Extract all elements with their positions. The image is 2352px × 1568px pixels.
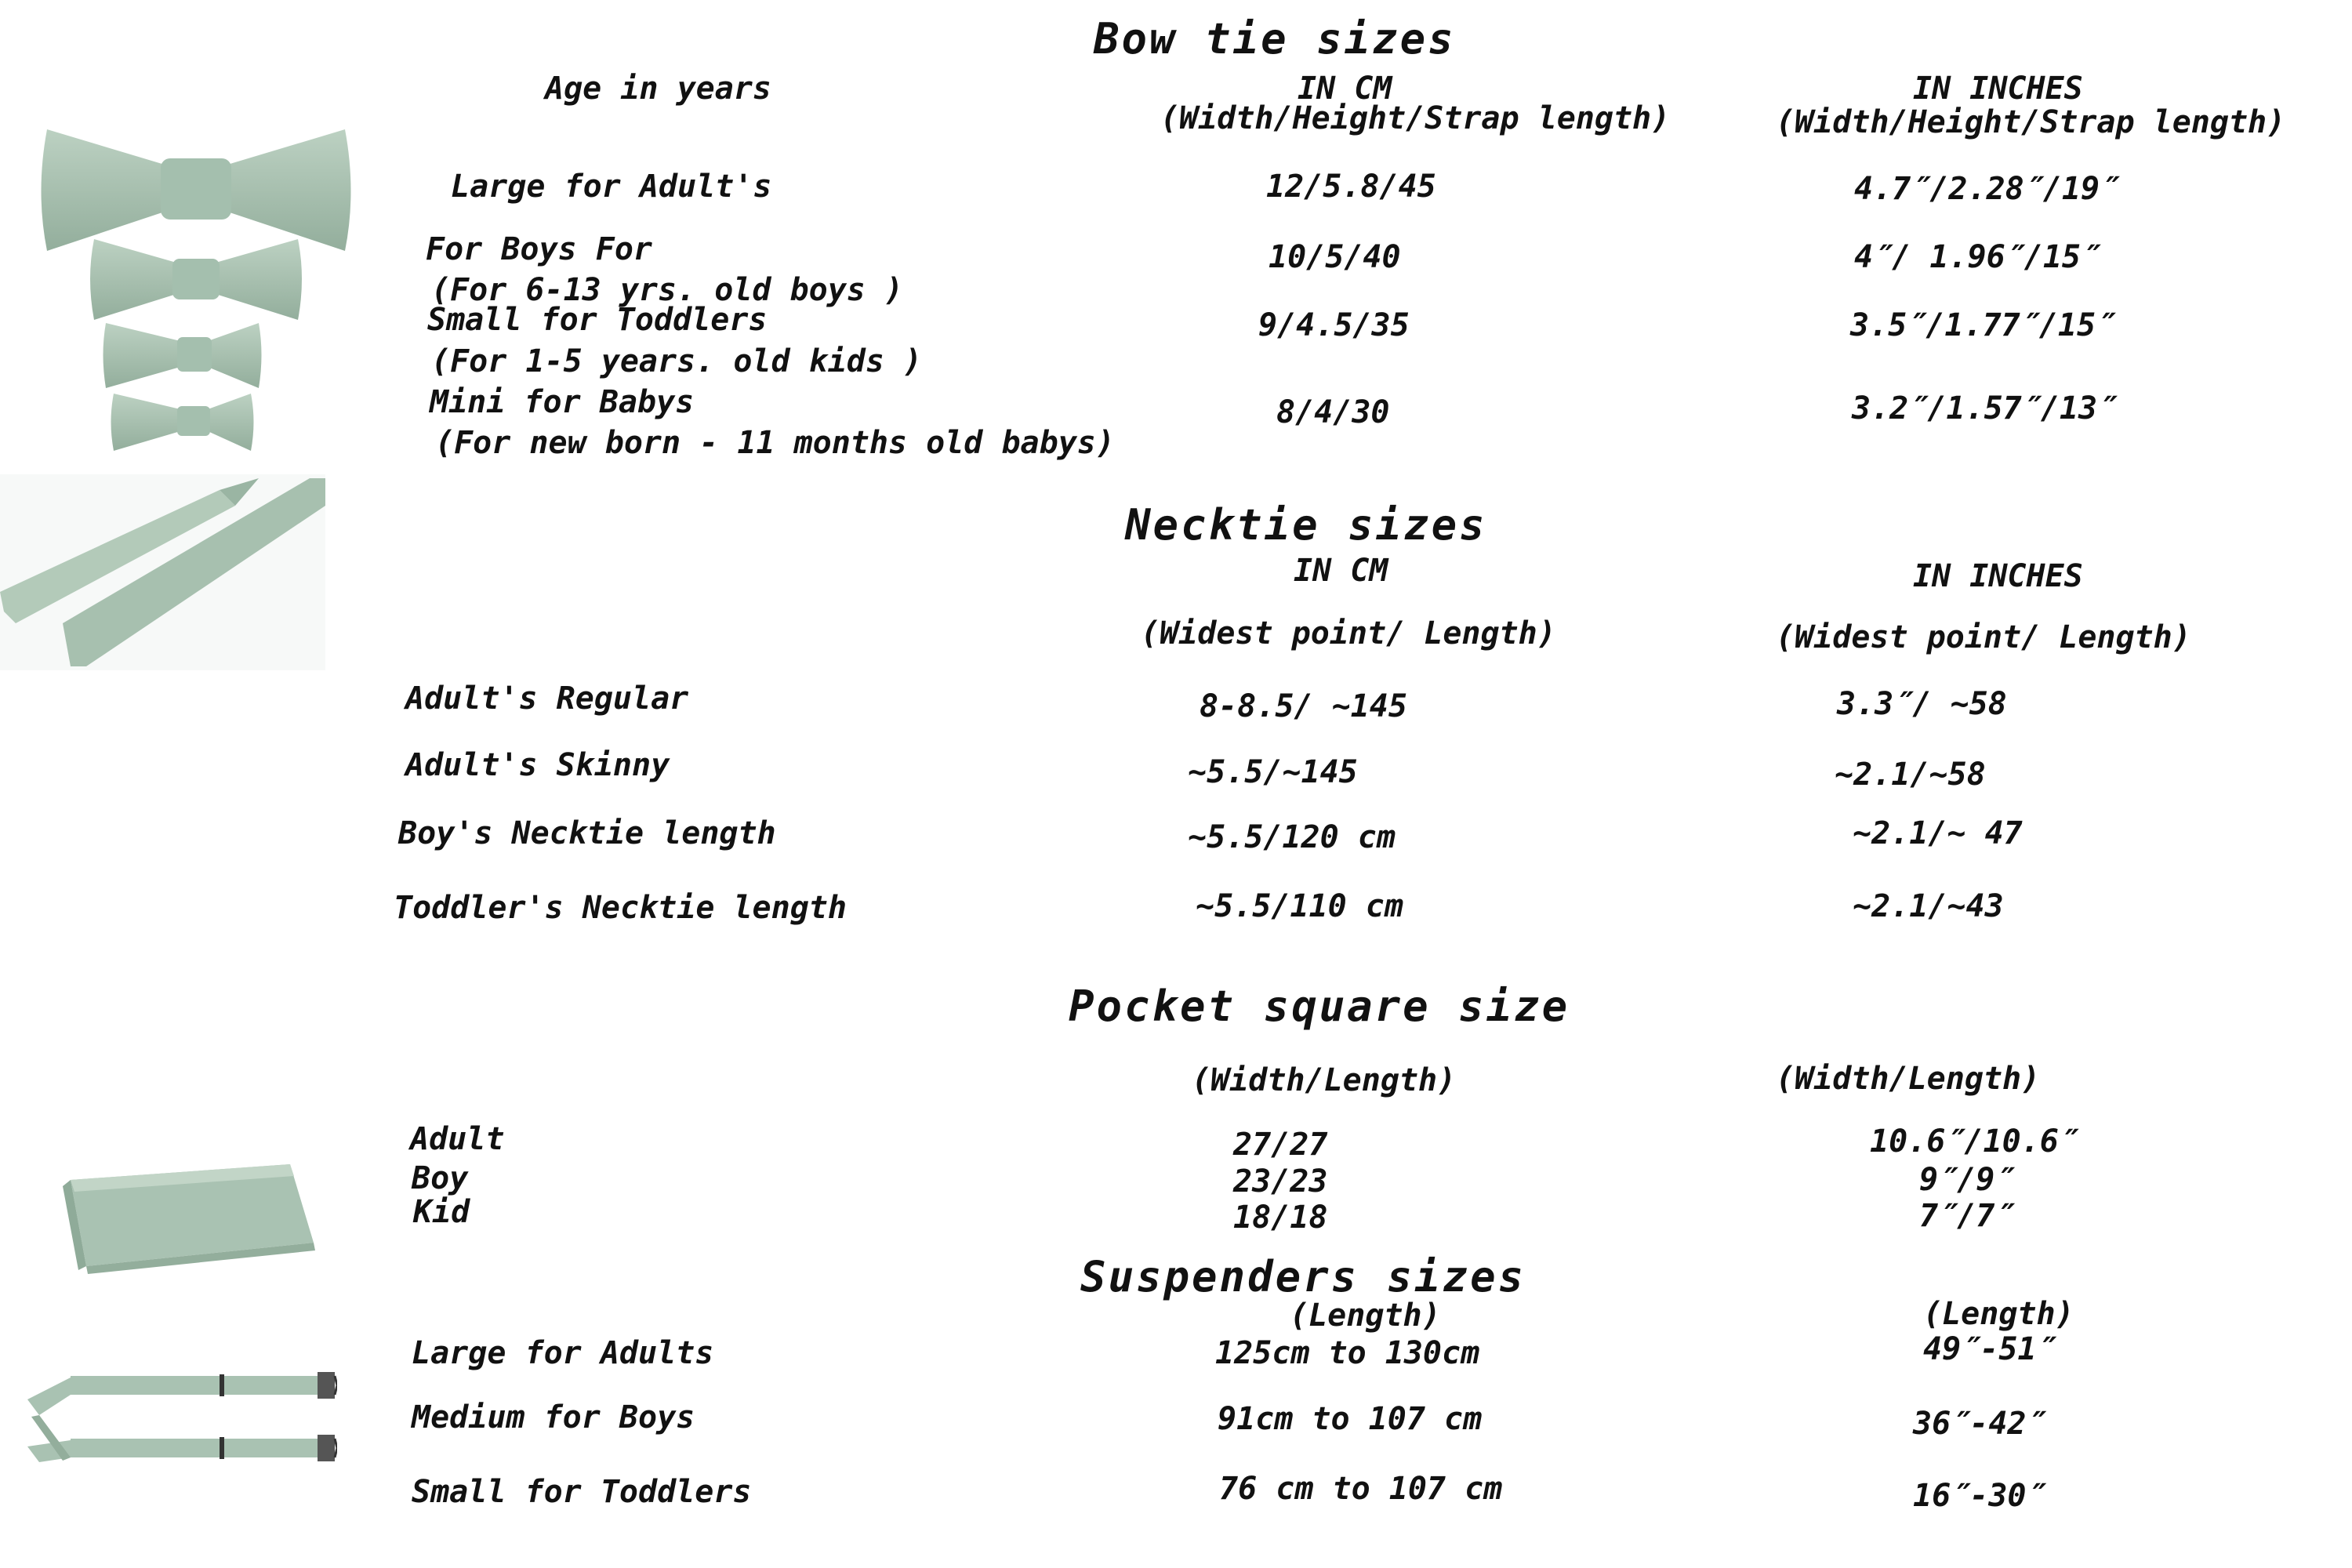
suspenders-col-cm: (Length) — [1290, 1298, 1441, 1334]
bow-tie-row-label: Mini for Babys — [430, 384, 695, 420]
bow-tie-row-sub: (For 1-5 years. old kids ) — [431, 343, 923, 379]
bow-tie-col-cm-sub: (Width/Height/Strap length) — [1160, 100, 1671, 136]
pocket-square-title: Pocket square size — [1069, 982, 1570, 1031]
suspenders-row-label: Small for Toddlers — [412, 1474, 752, 1510]
bow-tie-col-in: IN INCHES — [1913, 71, 2083, 107]
necktie-row-in: ~2.1/~ 47 — [1853, 815, 2023, 851]
bow-tie-title: Bow tie sizes — [1094, 14, 1456, 64]
pocket-square-row-label: Kid — [413, 1194, 470, 1230]
necktie-col-in-sub: (Widest point/ Length) — [1776, 619, 2191, 655]
bow-tie-row-cm: 12/5.8/45 — [1266, 169, 1436, 205]
pocket-square-row-in: 7″/7″ — [1919, 1198, 2014, 1234]
pocket-square-col-cm: (Width/Length) — [1192, 1062, 1457, 1098]
necktie-row-cm: 8-8.5/ ~145 — [1200, 688, 1407, 724]
pocket-square-row-cm: 18/18 — [1233, 1200, 1328, 1236]
bow-tie-row-label: Small for Toddlers — [427, 302, 768, 338]
pocket-square-row-cm: 23/23 — [1233, 1163, 1328, 1200]
necktie-col-cm-sub: (Widest point/ Length) — [1141, 615, 1556, 652]
necktie-row-label: Adult's Regular — [405, 681, 689, 717]
necktie-row-cm: ~5.5/120 cm — [1188, 819, 1396, 855]
bow-tie-row-cm: 9/4.5/35 — [1258, 307, 1410, 343]
pocket-square-image — [55, 1149, 329, 1278]
necktie-image — [0, 474, 325, 670]
necktie-row-in: ~2.1/~58 — [1835, 757, 1986, 793]
necktie-title: Necktie sizes — [1125, 500, 1487, 550]
bow-tie-mini — [111, 394, 254, 451]
bow-tie-image — [31, 118, 361, 455]
suspenders-row-cm: 125cm to 130cm — [1215, 1335, 1480, 1371]
bow-tie-row-in: 4.7″/2.28″/19″ — [1854, 171, 2119, 207]
suspenders-row-in: 16″-30″ — [1913, 1478, 2045, 1514]
bow-tie-col-cm: IN CM — [1298, 71, 1392, 107]
bow-tie-row-cm: 8/4/30 — [1276, 394, 1390, 430]
bow-tie-row-label: Large for Adult's — [451, 169, 772, 205]
bow-tie-boys — [90, 239, 302, 320]
bow-tie-row-cm: 10/5/40 — [1269, 239, 1401, 275]
pocket-square-row-in: 9″/9″ — [1919, 1162, 2014, 1198]
suspenders-row-cm: 91cm to 107 cm — [1218, 1401, 1483, 1437]
necktie-row-in: 3.3″/ ~58 — [1837, 686, 2007, 722]
necktie-row-in: ~2.1/~43 — [1853, 888, 2004, 924]
pocket-square-row-cm: 27/27 — [1233, 1127, 1328, 1163]
necktie-row-label: Boy's Necktie length — [398, 815, 776, 851]
pocket-square-col-in: (Width/Length) — [1776, 1061, 2041, 1097]
suspenders-row-cm: 76 cm to 107 cm — [1219, 1471, 1503, 1507]
bow-tie-row-sub: (For 6-13 yrs. old boys ) — [431, 272, 904, 308]
bow-tie-row-in: 3.2″/1.57″/13″ — [1852, 390, 2117, 426]
suspenders-col-in: (Length) — [1923, 1296, 2074, 1332]
necktie-col-in: IN INCHES — [1913, 558, 2083, 594]
bow-tie-col-age: Age in years — [545, 71, 771, 107]
bow-tie-col-in-sub: (Width/Height/Strap length) — [1776, 104, 2286, 140]
necktie-row-cm: ~5.5/~145 — [1188, 754, 1358, 790]
pocket-square-row-label: Adult — [410, 1121, 505, 1157]
suspenders-row-label: Large for Adults — [412, 1335, 714, 1371]
suspenders-title: Suspenders sizes — [1080, 1252, 1526, 1301]
bow-tie-row-label: For Boys For — [426, 231, 652, 267]
suspenders-row-in: 49″-51″ — [1923, 1331, 2056, 1367]
pocket-square-row-in: 10.6″/10.6″ — [1870, 1123, 2078, 1160]
bow-tie-toddlers — [103, 323, 262, 388]
bow-tie-row-sub: (For new born - 11 months old babys) — [435, 425, 1115, 461]
suspenders-row-in: 36″-42″ — [1913, 1406, 2045, 1442]
bow-tie-large — [42, 129, 351, 251]
suspenders-row-label: Medium for Boys — [412, 1399, 695, 1436]
bow-tie-row-in: 3.5″/1.77″/15″ — [1850, 307, 2115, 343]
bow-tie-row-in: 4″/ 1.96″/15″ — [1854, 239, 2100, 275]
suspenders-image — [24, 1360, 337, 1486]
necktie-row-label: Toddler's Necktie length — [394, 890, 847, 926]
pocket-square-row-label: Boy — [412, 1160, 469, 1196]
necktie-row-cm: ~5.5/110 cm — [1196, 888, 1403, 924]
necktie-col-cm: IN CM — [1294, 553, 1388, 589]
necktie-row-label: Adult's Skinny — [405, 747, 670, 783]
